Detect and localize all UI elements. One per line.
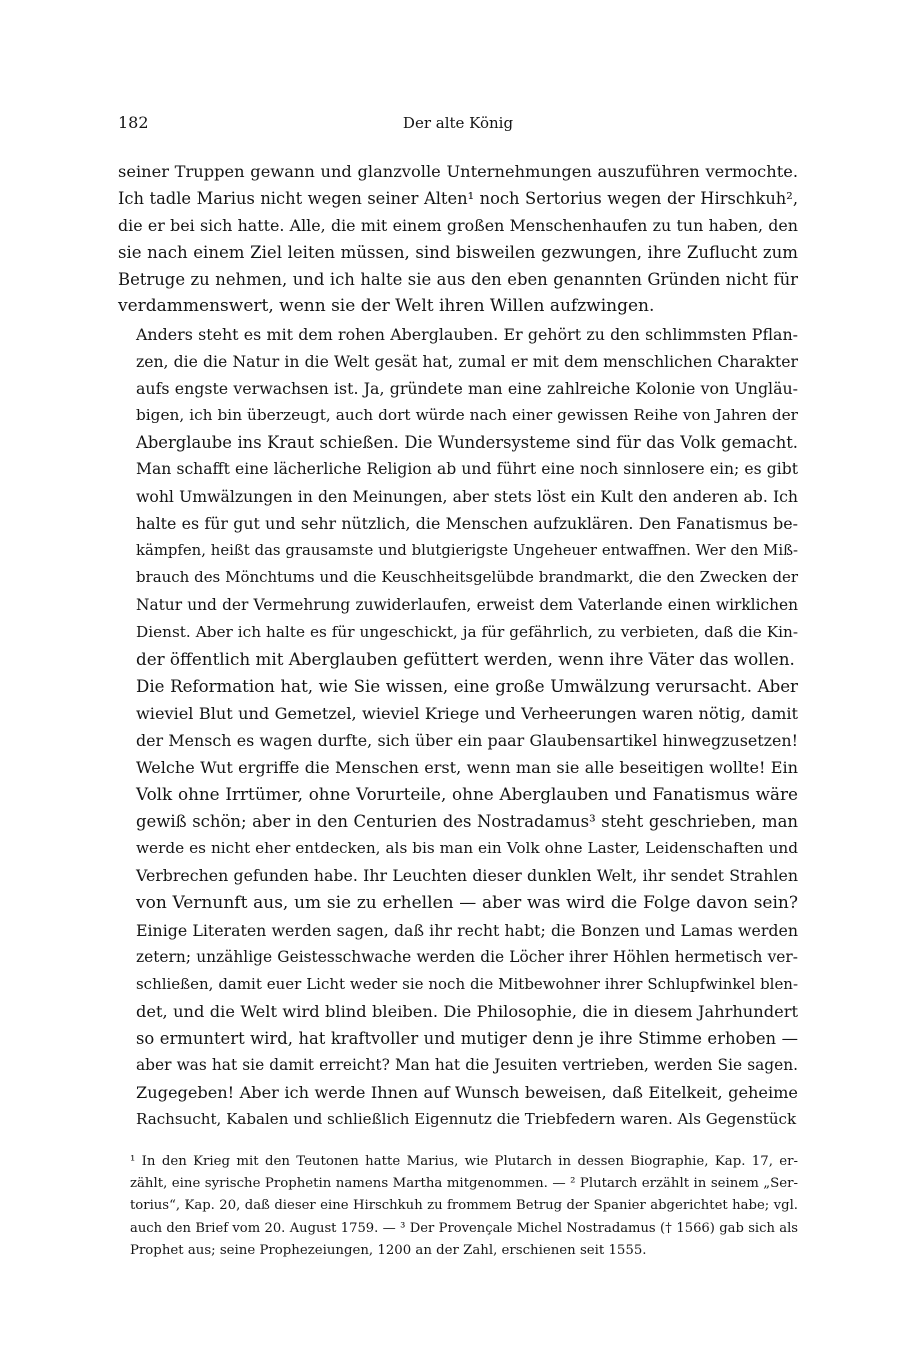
footnote-line: zählt, eine syrische Prophetin namens Martha mitgenommen. — ² Plutarch erzählt in seinem „Ser- — [130, 1176, 798, 1192]
text-line: wohl Umwälzungen in den Meinungen, aber stets löst ein Kult den anderen ab. Ich — [136, 487, 798, 507]
text-line: Betruge zu nehmen, und ich halte sie aus den eben genannten Gründen nicht für — [118, 270, 798, 290]
text-line: Ich tadle Marius nicht wegen seiner Alten¹ noch Sertorius wegen der Hirschkuh², — [118, 189, 798, 209]
text-line: Zugegeben! Aber ich werde Ihnen auf Wunsch beweisen, daß Eitelkeit, geheime — [136, 1083, 798, 1103]
footnote-line: ¹ In den Krieg mit den Teutonen hatte Marius, wie Plutarch in dessen Biographie, Kap. 17, er- — [130, 1154, 798, 1169]
text-line: Rachsucht, Kabalen und schließlich Eigennutz die Triebfedern waren. Als Gegenstück — [136, 1110, 797, 1129]
paragraph — [118, 158, 798, 321]
text-line: Dienst. Aber ich halte es für ungeschickt, ja für gefährlich, zu verbieten, daß die Kin- — [136, 622, 798, 641]
footnote-line: Prophet aus; seine Prophezeiungen, 1200 an der Zahl, erschienen seit 1555. — [130, 1242, 647, 1258]
text-line: verdammenswert, wenn sie der Welt ihren Willen aufzwingen. — [118, 296, 655, 317]
text-line: Die Reformation hat, wie Sie wissen, eine große Umwälzung verursacht. Aber — [136, 676, 798, 696]
text-line: wieviel Blut und Gemetzel, wieviel Kriege und Verheerungen waren nötig, damit — [136, 703, 798, 723]
text-line: Man schafft eine lächerliche Religion ab und führt eine noch sinnlosere ein; es gibt — [136, 460, 798, 479]
text-line: seiner Truppen gewann und glanzvolle Unternehmungen auszuführen vermochte. — [118, 162, 798, 181]
paragraph — [118, 673, 798, 1134]
text-line: sie nach einem Ziel leiten müssen, sind bisweilen gezwungen, ihre Zuflucht zum — [118, 243, 798, 263]
text-line: Verbrechen gefunden habe. Ihr Leuchten dieser dunklen Welt, ihr sendet Strahlen — [136, 866, 798, 886]
text-line: Volk ohne Irrtümer, ohne Vorurteile, ohne Aberglauben und Fanatismus wäre — [136, 784, 798, 805]
running-title: Der alte König — [402, 114, 514, 132]
text-line: det, und die Welt wird blind bleiben. Die Philosophie, die in diesem Jahrhundert — [136, 1001, 798, 1021]
footnote-line: auch den Brief vom 20. August 1759. — ³ Der Provençale Michel Nostradamus († 1566) gab sich als — [130, 1220, 798, 1236]
body-text — [118, 158, 798, 1133]
text-line: kämpfen, heißt das grausamste und blutgierigste Ungeheuer entwaffnen. Wer den Miß- — [136, 542, 798, 560]
text-line: von Vernunft aus, um sie zu erhellen — aber was wird die Folge davon sein? — [136, 892, 798, 913]
text-line: zen, die die Natur in die Welt gesät hat, zumal er mit dem menschlichen Charakter — [136, 351, 798, 371]
text-line: aber was hat sie damit erreicht? Man hat die Jesuiten vertrieben, werden Sie sagen. — [136, 1056, 798, 1075]
text-line: brauch des Mönchtums und die Keuschheitsgelübde brandmarkt, die den Zwecken der — [136, 568, 798, 587]
text-line: Anders steht es mit dem rohen Aberglauben. Er gehört zu den schlimmsten Pflan- — [136, 324, 798, 344]
text-line: bigen, ich bin überzeugt, auch dort würde nach einer gewissen Reihe von Jahren der — [136, 405, 798, 424]
text-line: Welche Wut ergriffe die Menschen erst, wenn man sie alle beseitigen wollte! Ein — [136, 758, 798, 778]
text-line: schließen, damit euer Licht weder sie noch die Mitbewohner ihrer Schlupfwinkel blen- — [136, 974, 798, 993]
text-line: so ermuntert wird, hat kraftvoller und mutiger denn je ihre Stimme erhoben — — [136, 1029, 798, 1048]
running-head — [118, 112, 798, 134]
text-line: Natur und der Vermehrung zuwiderlaufen, erweist dem Vaterlande einen wirklichen — [136, 595, 798, 614]
text-line: Aberglaube ins Kraut schießen. Die Wundersysteme sind für das Volk gemacht. — [136, 432, 798, 452]
text-line: gewiß schön; aber in den Centurien des Nostradamus³ steht geschrieben, man — [136, 812, 798, 832]
text-line: werde es nicht eher entdecken, als bis man ein Volk ohne Laster, Leidenschaften und — [136, 839, 798, 858]
text-line: zetern; unzählige Geistesschwache werden die Löcher ihrer Höhlen hermetisch ver- — [136, 947, 798, 966]
text-line: der öffentlich mit Aberglauben gefüttert werden, wenn ihre Väter das wollen. — [136, 648, 795, 669]
footnote-line: torius“, Kap. 20, daß dieser eine Hirschkuh zu frommem Betrug der Spanier abgerichtet habe; vgl. — [130, 1198, 798, 1214]
page-number: 182 — [118, 113, 149, 132]
paragraph — [118, 321, 798, 673]
text-line: der Mensch es wagen durfte, sich über ein paar Glaubensartikel hinwegzusetzen! — [136, 730, 798, 750]
footnotes — [118, 1151, 798, 1262]
text-line: Einige Literaten werden sagen, daß ihr recht habt; die Bonzen und Lamas werden — [136, 920, 798, 940]
text-line: die er bei sich hatte. Alle, die mit einem großen Menschenhaufen zu tun haben, den — [118, 216, 798, 236]
text-line: aufs engste verwachsen ist. Ja, gründete man eine zahlreiche Kolonie von Ungläu- — [136, 378, 798, 398]
text-line: halte es für gut und sehr nützlich, die Menschen aufzuklären. Den Fanatismus be- — [136, 514, 798, 534]
footnote-block — [118, 1151, 798, 1262]
